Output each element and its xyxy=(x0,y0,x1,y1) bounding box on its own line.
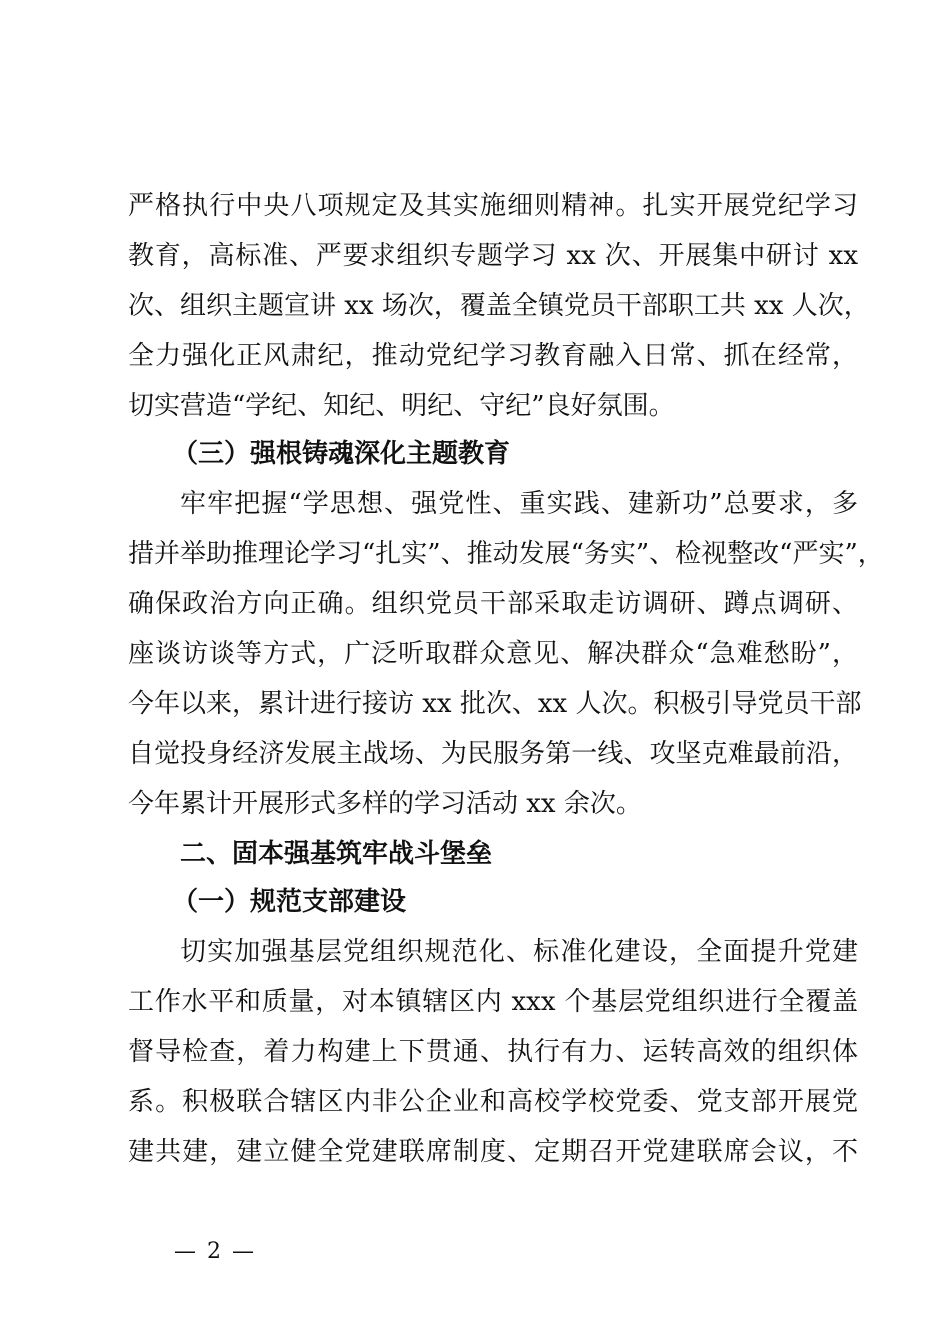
paragraph-line: 今年以来，累计进行接访 xx 批次、xx 人次。积极引导党员干部 xyxy=(128,689,862,719)
paragraph-line: 建共建，建立健全党建联席制度、定期召开党建联席会议，不 xyxy=(128,1137,858,1167)
paragraph-line: 自觉投身经济发展主战场、为民服务第一线、攻坚克难最前沿， xyxy=(128,739,858,769)
paragraph-line: 切实营造“学纪、知纪、明纪、守纪”良好氛围。 xyxy=(128,391,675,421)
page-number: — 2 — xyxy=(174,1239,256,1264)
paragraph-line: 督导检查，着力构建上下贯通、执行有力、运转高效的组织体 xyxy=(128,1037,858,1067)
paragraph-line: 严格执行中央八项规定及其实施细则精神。扎实开展党纪学习 xyxy=(128,191,858,221)
subsection-heading: （一）规范支部建设 xyxy=(172,887,407,917)
paragraph-line: 工作水平和质量，对本镇辖区内 xxx 个基层党组织进行全覆盖 xyxy=(128,987,858,1017)
paragraph-line: 教育，高标准、严要求组织专题学习 xx 次、开展集中研讨 xx xyxy=(128,241,858,271)
paragraph-line: 确保政治方向正确。组织党员干部采取走访调研、蹲点调研、 xyxy=(128,589,858,619)
paragraph-line: 今年累计开展形式多样的学习活动 xx 余次。 xyxy=(128,789,642,819)
paragraph-line: 全力强化正风肃纪，推动党纪学习教育融入日常、抓在经常， xyxy=(128,341,858,371)
subsection-heading: （三）强根铸魂深化主题教育 xyxy=(172,439,511,469)
section-heading: 二、固本强基筑牢战斗堡垒 xyxy=(180,839,493,869)
paragraph-line: 次、组织主题宣讲 xx 场次，覆盖全镇党员干部职工共 xx 人次， xyxy=(128,291,870,321)
paragraph-line: 座谈访谈等方式，广泛听取群众意见、解决群众“急难愁盼”， xyxy=(128,639,858,669)
paragraph-line: 切实加强基层党组织规范化、标准化建设，全面提升党建 xyxy=(180,937,858,967)
paragraph-line: 牢牢把握“学思想、强党性、重实践、建新功”总要求，多 xyxy=(180,489,858,519)
paragraph-line: 措并举助推理论学习“扎实”、推动发展“务实”、检视整改“严实”， xyxy=(128,539,884,569)
paragraph-line: 系。积极联合辖区内非公企业和高校学校党委、党支部开展党 xyxy=(128,1087,858,1117)
